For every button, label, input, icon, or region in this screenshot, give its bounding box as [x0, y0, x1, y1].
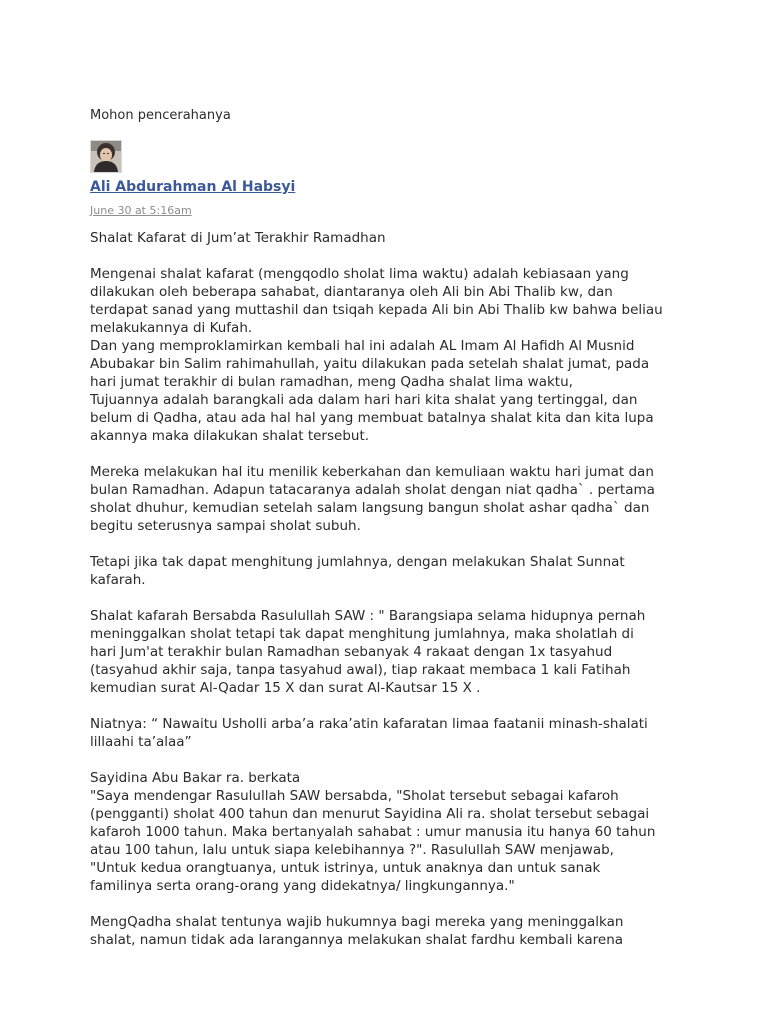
profile-photo-icon: [91, 141, 121, 172]
paragraph: Tetapi jika tak dapat menghitung jumlahnya, dengan melakukan Shalat Sunnat kafarah.: [90, 554, 625, 588]
paragraph: MengQadha shalat tentunya wajib hukumnya bagi mereka yang meninggalkan shalat, namun tidak ada larangannya melakukan shalat fardhu kembali karena: [90, 914, 624, 948]
document-page: [90, 108, 690, 967]
intro-text: Mohon pencerahanya: [90, 108, 231, 123]
avatar[interactable]: [90, 140, 122, 173]
paragraph: Mengenai shalat kafarat (mengqodlo sholat lima waktu) adalah kebiasaan yang dilakukan oleh beberapa sahabat, diantaranya oleh Ali bin Abi Thalib kw, dan terdapat sanad yang muttashil dan tsiqah kepada Ali bin Abi Thalib kw bahwa beliau melakukannya di Kufah. Dan yang memproklamirkan kembali hal ini adalah AL Imam Al Hafidh Al Musnid Abubakar bin Salim rahimahullah, yaitu dilakukan pada setelah shalat jumat, pada hari jumat terakhir di bulan ramadhan, meng Qadha shalat lima waktu, Tujuannya adalah barangkali ada dalam hari hari kita shalat yang tertinggal, dan belum di Qadha, atau ada hal hal yang membuat batalnya shalat kita dan kita lupa akannya maka dilakukan shalat tersebut.: [90, 266, 663, 444]
paragraph: Mereka melakukan hal itu menilik keberkahan dan kemuliaan waktu hari jumat dan bulan Ramadhan. Adapun tatacaranya adalah sholat dengan niat qadha` . pertama sholat dhuhur, kemudian setelah salam langsung bangun sholat ashar qadha` dan begitu seterusnya sampai sholat subuh.: [90, 464, 655, 534]
post-body: [90, 229, 690, 949]
paragraph: Sayidina Abu Bakar ra. berkata "Saya mendengar Rasulullah SAW bersabda, "Sholat tersebut sebagai kafaroh (pengganti) sholat 400 tahun dan menurut Sayidina Ali ra. sholat tersebut sebagai kafaroh 1000 tahun. Maka bertanyalah sahabat : umur manusia itu hanya 60 tahun atau 100 tahun, lalu untuk siapa kelebihannya ?". Rasulullah SAW menjawab, "Untuk kedua orangtuanya, untuk istrinya, untuk anaknya dan untuk sanak familinya serta orang-orang yang didekatnya/ lingkungannya.": [90, 770, 656, 894]
timestamp-link[interactable]: June 30 at 5:16am: [90, 204, 192, 217]
paragraph: Shalat kafarah Bersabda Rasulullah SAW : " Barangsiapa selama hidupnya pernah meninggalkan sholat tetapi tak dapat menghitung jumlahnya, maka sholatlah di hari Jum'at terakhir bulan Ramadhan sebanyak 4 rakaat dengan 1x tasyahud (tasyahud akhir saja, tanpa tasyahud awal), tiap rakaat membaca 1 kali Fatihah kemudian surat Al-Qadar 15 X dan surat Al-Kautsar 15 X .: [90, 608, 646, 696]
paragraph: Niatnya: “ Nawaitu Usholli arba’a raka’atin kafaratan limaa faatanii minash-shalati lillaahi ta’alaa”: [90, 716, 648, 750]
author-link[interactable]: Ali Abdurahman Al Habsyi: [90, 179, 296, 195]
paragraph: Shalat Kafarat di Jum’at Terakhir Ramadhan: [90, 230, 386, 246]
